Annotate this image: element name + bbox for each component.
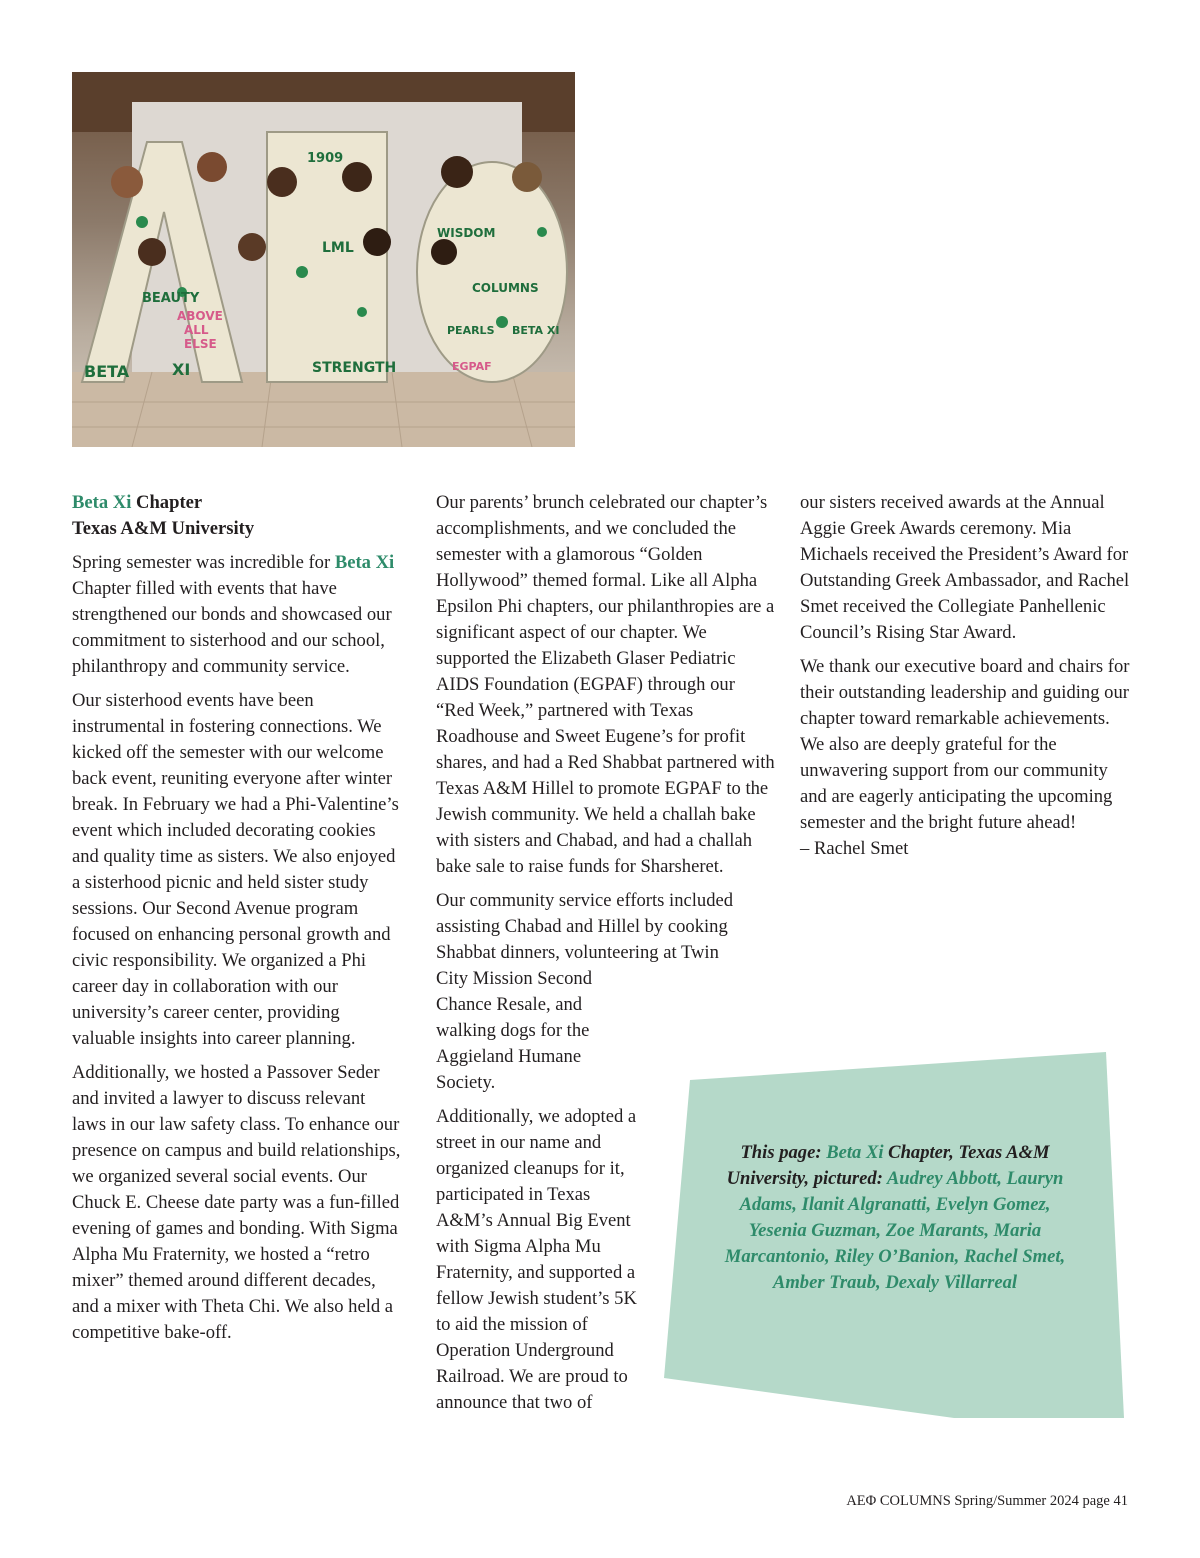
caption-chapter: Beta Xi [826, 1142, 884, 1163]
photo-text: BEAUTY [142, 291, 200, 306]
paragraph-text: Spring semester was incredible for [72, 552, 335, 573]
paragraph [72, 550, 402, 680]
paragraph: Our parents’ brunch celebrated our chapter’s accomplishments, and we concluded the semester with a glamorous “Golden Hollywood” themed formal. Like all Alpha Epsilon Phi chapters, our philanthropies are a significant aspect of our chapter. We supported the Elizabeth Glaser Pediatric AIDS Foundation (EGPAF) through our “Red Week,” partnered with Texas Roadhouse and Sweet Eugene’s for profit shares, and had a Red Shabbat partnered with Texas A&M Hillel to promote EGPAF to the Jewish community. We held a challah bake with sisters and Chabad, and had a challah bake sale to raise funds for Sharsheret. [436, 492, 775, 877]
photo-caption [664, 1052, 1124, 1418]
photo-text: EGPAF [452, 360, 492, 373]
caption-lead: This page: [740, 1142, 827, 1163]
paragraph: We thank our executive board and chairs for their outstanding leadership and guiding our chapter toward remarkable achievements. We also are deeply grateful for the unwavering support from our community and are eagerly anticipating the upcoming semester and the bright future ahead! [800, 656, 1130, 833]
chapter-name: Beta Xi [72, 492, 132, 513]
page-footer: AEΦ COLUMNS Spring/Summer 2024 page 41 [846, 1493, 1128, 1509]
article-column-3 [800, 490, 1136, 870]
article-column-1 [72, 490, 402, 1354]
photo-text: LML [322, 240, 354, 256]
photo-text: XI [172, 360, 191, 379]
photo-text: STRENGTH [312, 360, 397, 376]
paragraph: our sisters received awards at the Annual Aggie Greek Awards ceremony. Mia Michaels received the President’s Award for Outstanding Greek Ambassador, and Rachel Smet received the Collegiate Panhellenic Council’s Rising Star Award. [800, 492, 1130, 643]
photo-floor [72, 372, 575, 447]
paragraph: City Mission Second Chance Resale, and walking dogs for the Aggieland Humane Society. [436, 968, 592, 1093]
chapter-suffix: Chapter [131, 492, 203, 513]
paragraph: Additionally, we adopted a street in our name and organized cleanups for it, participated in Texas A&M’s Annual Big Event with Sigma Alpha Mu Fraternity, and supported a fellow Jewish student’s 5K to aid the mission of Operation Underground Railroad. We are proud to announce that two of [436, 1106, 637, 1413]
signature: – Rachel Smet [800, 838, 909, 859]
photo-text: PEARLS [447, 324, 495, 337]
letter-phi [417, 162, 567, 382]
chapter-photo [72, 72, 575, 447]
chapter-highlight: Beta Xi [334, 552, 395, 573]
photo-text: 1909 [307, 151, 344, 166]
photo-text: ELSE [184, 337, 217, 351]
paragraph-text: Chapter filled with events that have strengthened our bonds and showcased our commitment to sisterhood and our school, philanthropy and community service. [72, 578, 392, 677]
caption-names: Audrey Abbott, Lauryn Adams, Ilanit Algranatti, Evelyn Gomez, Yesenia Guzman, Zoe Marants, Maria Marcantonio, Riley O’Banion, Rachel Smet, Amber Traub, Dexaly Villarreal [724, 1168, 1066, 1293]
article-heading [72, 490, 402, 542]
photo-text: ALL [184, 323, 209, 337]
chapter-photo-illustration [72, 72, 575, 447]
paragraph: Our community service efforts included assisting Chabad and Hillel by cooking Shabbat dinners, volunteering at Twin [436, 890, 734, 963]
university-name: Texas A&M University [72, 518, 255, 539]
paragraph: Additionally, we hosted a Passover Seder and invited a lawyer to discuss relevant laws in our law safety class. To enhance our presence on campus and build relationships, we organized several social events. Our Chuck E. Cheese date party was a fun-filled evening of games and bonding. With Sigma Alpha Mu Fraternity, we hosted a “retro mixer” themed around different decades, and a mixer with Theta Chi. We also held a competitive bake-off. [72, 1062, 401, 1343]
photo-text: WISDOM [437, 226, 496, 240]
photo-text: ABOVE [177, 309, 223, 323]
caption-text [720, 1140, 1070, 1296]
caption-mid: Chapter, Texas A&M University, pictured: [726, 1142, 1050, 1189]
paragraph: Our sisterhood events have been instrumental in fostering connections. We kicked off the semester with our welcome back event, reuniting everyone after winter break. In February we had a Phi-Valentine’s event which included decorating cookies and quality time as sisters. We also enjoyed a sisterhood picnic and held sister study sessions. Our Second Avenue program focused on enhancing personal growth and civic responsibility. We organized a Phi career day in collaboration with our university’s career center, providing valuable insights into career planning. [72, 690, 399, 1049]
photo-text: COLUMNS [472, 281, 539, 295]
photo-text: BETA [84, 362, 130, 381]
photo-text: BETA XI [512, 324, 560, 337]
